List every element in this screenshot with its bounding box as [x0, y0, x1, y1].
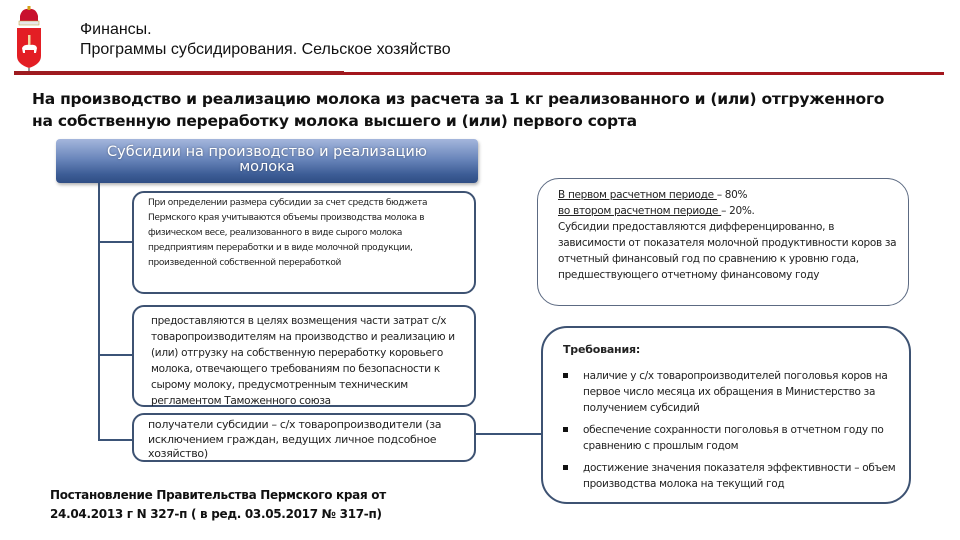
period-1-label: В первом расчетном периоде	[558, 189, 717, 201]
requirement-text: обеспечение сохранности поголовья в отчетном году по сравнению с прошлым годом	[583, 424, 884, 452]
requirement-item	[563, 460, 901, 492]
subtitle-line1: На производство и реализацию молока из расчета за 1 кг реализованного и (или) отгруженного	[32, 90, 885, 108]
purpose-box	[132, 305, 476, 407]
perm-krai-coat-of-arms-icon	[14, 6, 44, 74]
purpose-text: предоставляются в целях возмещения части затрат с/х товаропроизводителям на производство и реализацию и (или) отгрузку на собственную переработку коровьего молока, отвечающего требованиям по безопасности к сырому молоку, предусмотренным техническим регламентом Таможенного союза	[151, 315, 455, 407]
main-block-title-line1: Субсидии на производство и реализацию	[107, 144, 427, 160]
square-bullet-icon	[563, 427, 568, 432]
period-1-value: – 80%	[716, 189, 748, 201]
square-bullet-icon	[563, 373, 568, 378]
main-block-title-line2: молока	[239, 159, 295, 175]
period-2-label: во втором расчетном периоде	[558, 205, 722, 217]
period-2-value: – 20%.	[721, 205, 755, 217]
requirement-item	[563, 422, 901, 454]
budget-calculation-text: При определении размера субсидии за счет средств бюджета Пермского края учитываются объемы производства молока в физическом весе, реализованного в виде сырого молока предприятиям переработки и в виде молочной продукции, произведенной собственной переработкой	[148, 198, 428, 268]
requirement-item	[563, 368, 901, 416]
recipients-text: получатели субсидии – с/х товаропроизводители (за исключением граждан, ведущих личное подсобное хозяйство)	[148, 418, 442, 460]
requirements-list	[563, 368, 901, 492]
period-2	[558, 203, 898, 219]
header-divider	[14, 72, 944, 75]
subtitle-line2: на собственную переработку молока высшего и (или) первого сорта	[32, 112, 637, 130]
tree-connector-branch-1	[98, 241, 134, 243]
legal-reference-line1: Постановление Правительства Пермского края от	[50, 488, 386, 502]
requirement-text: достижение значения показателя эффективности – объем производства молока на текущий год	[583, 462, 896, 490]
legal-reference	[50, 486, 450, 524]
period-1	[558, 187, 898, 203]
tree-connector-vertical	[98, 183, 100, 440]
requirements-box	[541, 326, 911, 504]
header-title	[80, 20, 451, 60]
budget-calculation-box	[132, 191, 476, 294]
tree-connector-right	[476, 433, 543, 435]
header-title-line2: Программы субсидирования. Сельское хозяйство	[80, 41, 451, 58]
header-title-line1: Финансы.	[80, 21, 152, 38]
payment-periods-box	[537, 178, 909, 306]
requirement-text: наличие у с/х товаропроизводителей поголовья коров на первое число месяца их обращения в Министерство за получением субсидий	[583, 370, 888, 414]
tree-connector-branch-2	[98, 354, 134, 356]
requirements-title: Требования:	[563, 343, 641, 356]
differentiation-text: Субсидии предоставляются дифференцированно, в зависимости от показателя молочной продуктивности коров за отчетный финансовый год по сравнению к уровню года, предшествующего отчетному финансовому году	[558, 221, 897, 281]
recipients-box	[132, 413, 476, 462]
tree-connector-branch-3	[98, 439, 134, 441]
page-subtitle	[32, 88, 932, 132]
legal-reference-line2: 24.04.2013 г N 327-п ( в ред. 03.05.2017 № 317-п)	[50, 507, 382, 521]
square-bullet-icon	[563, 465, 568, 470]
main-block-title	[56, 139, 478, 183]
